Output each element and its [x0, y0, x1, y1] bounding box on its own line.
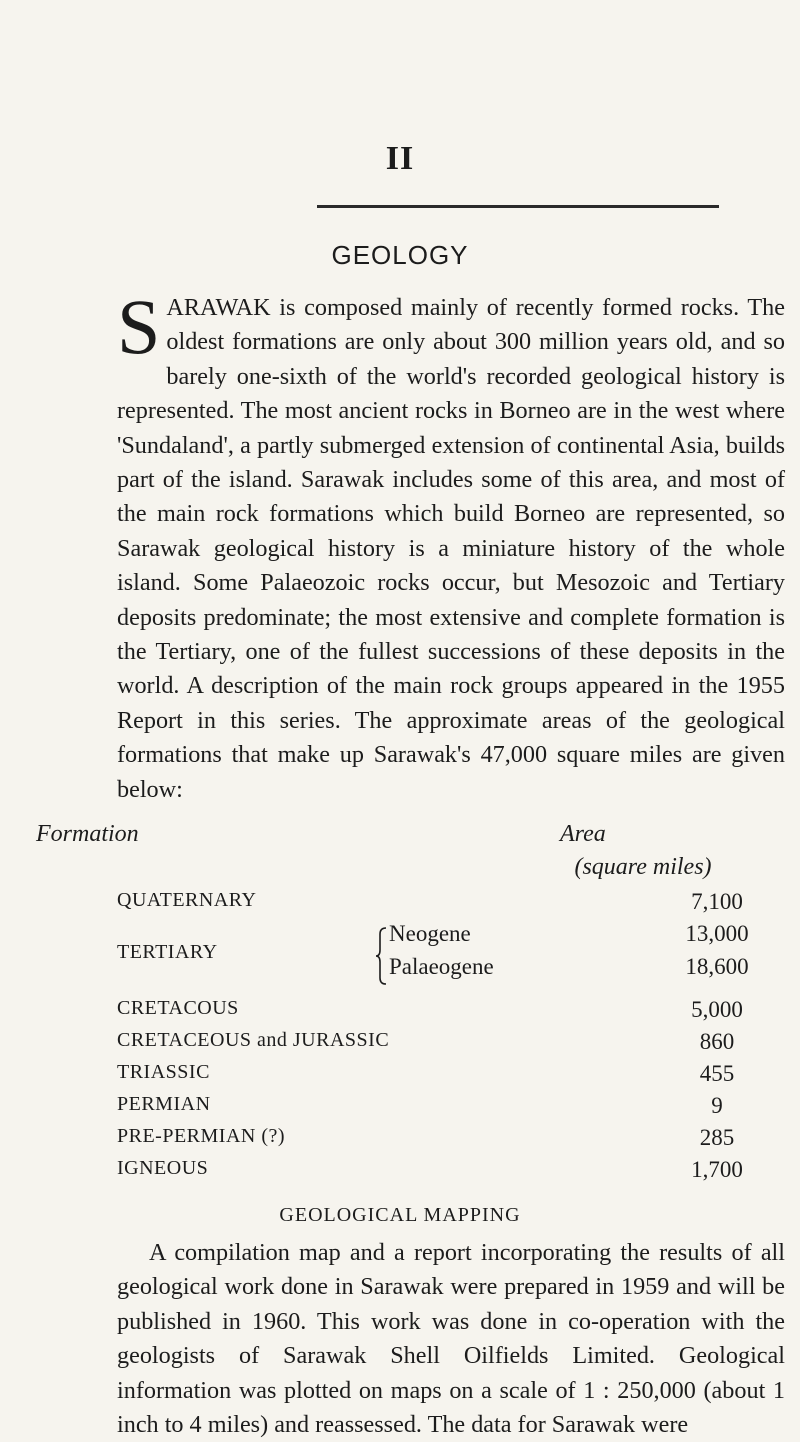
- formation-area: 1,700: [691, 1157, 743, 1182]
- section-heading: GEOLOGICAL MAPPING: [279, 1204, 521, 1226]
- tertiary-subdivision-name: Neogene: [389, 921, 471, 946]
- formation-name: TRIASSIC: [117, 1061, 210, 1083]
- chapter-rule: [317, 205, 719, 208]
- chapter-number: II: [385, 140, 415, 177]
- table-header-area: Area: [560, 821, 606, 847]
- tertiary-subdivision-area: 13,000: [685, 921, 749, 946]
- tertiary-subdivision-area: 18,600: [685, 954, 749, 979]
- mapping-paragraph: A compilation map and a report incorporating the results of all geological work done in Sarawak were prepared in 1959 and will be published in 1960. This work was done in co-operation with the geologists of Sarawak Shell Oilfields Limited. Geological information was plotted on maps on a scale of 1 : 250,000 (about 1 inch to 4 miles) and reassessed. The data for Sarawak were: [117, 1239, 785, 1439]
- tertiary-block: [117, 921, 787, 991]
- formation-area: 7,100: [691, 889, 743, 914]
- chapter-title: GEOLOGY: [331, 240, 469, 270]
- intro-paragraph: [117, 283, 785, 807]
- intro-first-word: ARAWAK: [166, 294, 271, 321]
- formation-name: TERTIARY: [117, 941, 218, 963]
- formation-name: PERMIAN: [117, 1093, 211, 1115]
- formation-name: IGNEOUS: [117, 1157, 209, 1179]
- formation-area: 9: [711, 1093, 723, 1118]
- tertiary-subdivision-name: Palaeogene: [389, 954, 494, 979]
- formation-area: 285: [699, 1125, 735, 1150]
- formation-name: CRETACOUS: [117, 997, 239, 1019]
- formation-area: 860: [699, 1029, 735, 1054]
- intro-text: is composed mainly of recently formed rocks. The oldest formations are only about 300 million years old, and so barely one-sixth of the world's recorded geological history is represented. The most ancient rocks in Borneo are in the west where 'Sundaland', a partly submerged extension of continental Asia, builds part of the island. Sarawak includes some of this area, and most of the main rock formations which build Borneo are represented, so Sarawak geological history is a miniature history of the whole island. Some Palaeozoic rocks occur, but Mesozoic and Tertiary deposits predominate; the most extensive and complete formation is the Tertiary, one of the fullest successions of these deposits in the world. A description of the main rock groups appeared in the 1955 Report in this series. The approximate areas of the geological formations that make up Sarawak's 47,000 square miles are given below:: [117, 294, 785, 803]
- formation-area: 455: [699, 1061, 735, 1086]
- formation-name: CRETACEOUS and JURASSIC: [117, 1029, 390, 1051]
- table-header-area-unit: (square miles): [574, 854, 712, 880]
- brace-icon: [375, 927, 387, 985]
- table-header-formation: Formation: [36, 821, 139, 847]
- formation-name: PRE-PERMIAN (?): [117, 1125, 286, 1147]
- drop-cap: S: [117, 283, 161, 370]
- formation-area: 5,000: [691, 997, 743, 1022]
- formation-name: QUATERNARY: [117, 889, 257, 911]
